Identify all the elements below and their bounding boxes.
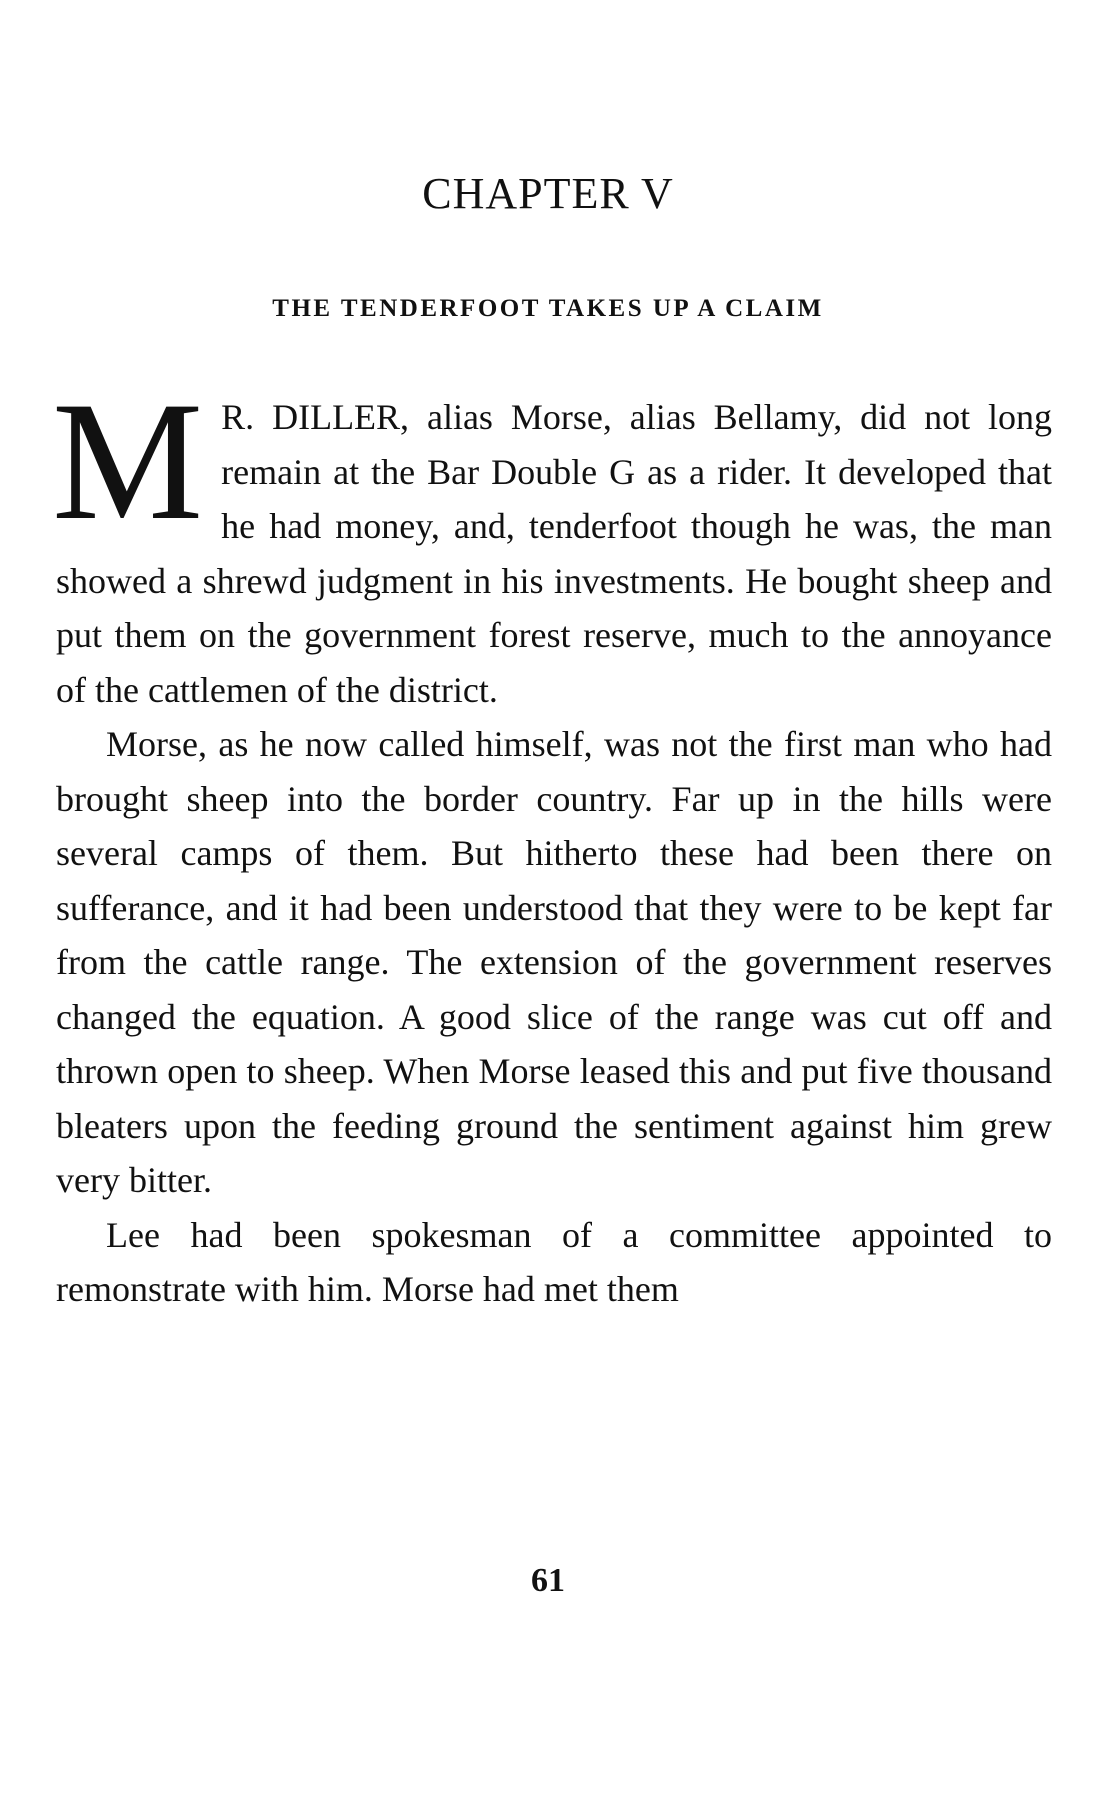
paragraph-3: Lee had been spokesman of a committee appointed to remonstrate with him. Morse had met them — [56, 1214, 1052, 1309]
chapter-title: THE TENDERFOOT TAKES UP A CLAIM — [272, 295, 824, 322]
paragraph-1-text: R. DILLER, alias Morse, alias Bellamy, did not long remain at the Bar Double G as a rider. It developed that he had money, and, tenderfoot though he was, the man showed a shrewd judgment in his investments. He bought sheep and put them on the government forest reserve, much to the annoyance of the cattlemen of the district. — [56, 397, 1052, 710]
chapter-heading: CHAPTER V — [422, 169, 674, 218]
drop-cap: M — [52, 367, 204, 555]
page-number: 61 — [531, 1562, 565, 1599]
body-text — [52, 367, 1052, 1317]
paragraph-2: Morse, as he now called himself, was not the first man who had brought sheep into the border country. Far up in the hills were several camps of them. But hitherto these had been there on sufferance, and it had been understood that they were to be kept far from the cattle range. The extension of the government reserves changed the equation. A good slice of the range was cut off and thrown open to sheep. When Morse leased this and put five thousand bleaters upon the feeding ground the sentiment against him grew very bitter. — [56, 724, 1052, 1200]
paragraph-1 — [52, 367, 1052, 717]
